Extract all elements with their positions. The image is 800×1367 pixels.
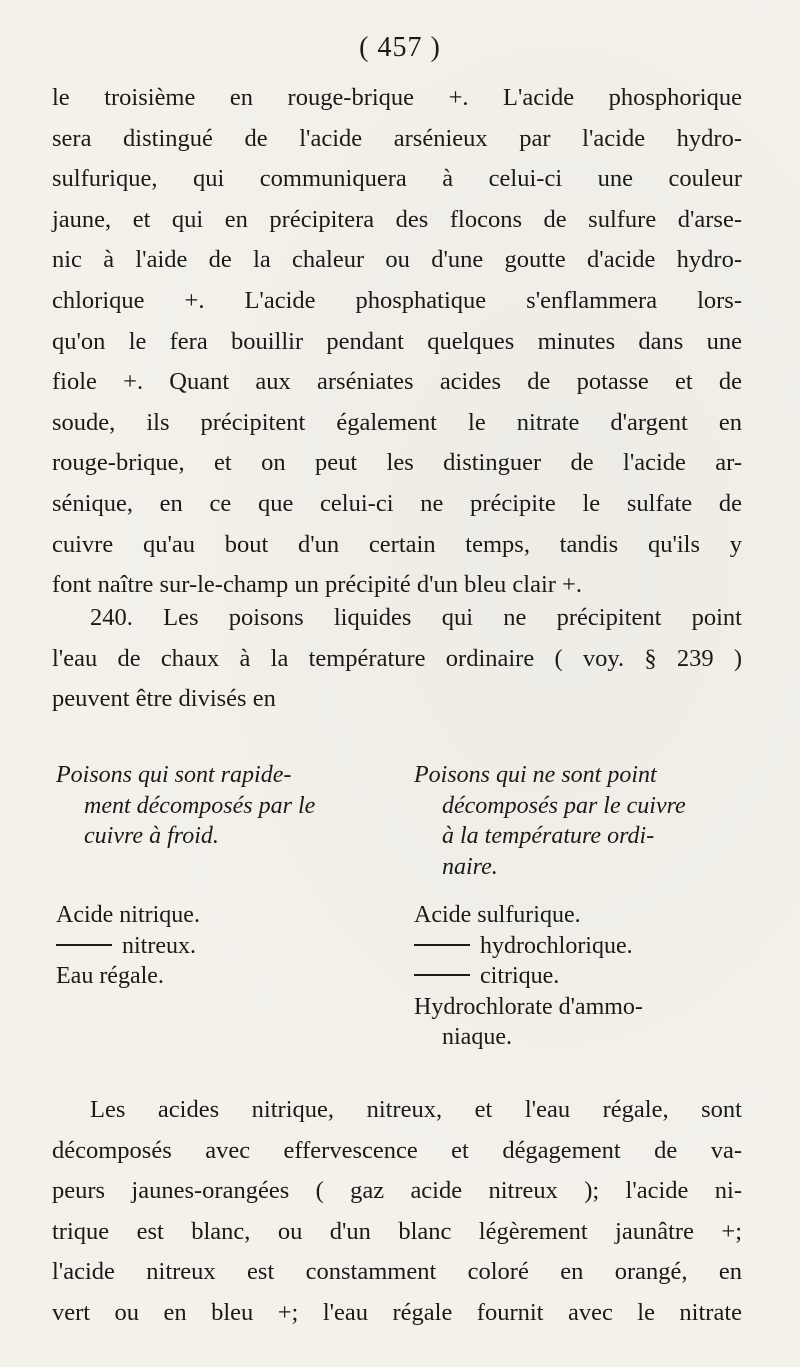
text-line: vert ou en bleu +; l'eau régale fournit avec le nitrate — [52, 1298, 742, 1326]
list-item: nitreux. — [122, 932, 196, 959]
list-item-ditto — [414, 931, 754, 962]
column-left-heading — [56, 760, 396, 852]
text-line: l'acide nitreux est constamment coloré en orangé, en — [52, 1258, 742, 1286]
text-line: décomposés avec effervescence et dégagement de va- — [52, 1136, 742, 1164]
page-number: ( 457 ) — [359, 32, 441, 63]
text-line: cuivre qu'au bout d'un certain temps, tandis qu'ils y — [52, 530, 742, 558]
heading-line: Poisons qui ne sont point — [414, 762, 657, 788]
heading-line: naire. — [442, 853, 498, 880]
text-line: 240. Les poisons liquides qui ne précipitent point — [90, 604, 742, 631]
text-line: jaune, et qui en précipitera des flocons de sulfure d'arse- — [52, 205, 742, 233]
list-item: hydrochlorique. — [480, 932, 633, 959]
text-line: le troisième en rouge-brique +. L'acide phosphorique — [52, 84, 742, 111]
text-line: l'eau de chaux à la température ordinaire ( voy. § 239 ) — [52, 644, 742, 672]
list-item-ditto — [414, 961, 754, 992]
text-line: Les acides nitrique, nitreux, et l'eau régale, sont — [90, 1096, 742, 1123]
list-item-ditto — [56, 931, 396, 962]
text-line: nic à l'aide de la chaleur ou d'une goutte d'acide hydro- — [52, 246, 742, 274]
text-line: soude, ils précipitent également le nitrate d'argent en — [52, 408, 742, 436]
paragraph-3 — [52, 1090, 742, 1334]
text-line: qu'on le fera bouillir pendant quelques minutes dans une — [52, 327, 742, 355]
heading-line: à la température ordi- — [442, 823, 655, 849]
list-item: Acide sulfurique. — [414, 902, 581, 928]
list-item: niaque. — [442, 1024, 512, 1050]
text-line: peuvent être divisés en — [52, 685, 276, 713]
column-left-list — [56, 900, 396, 992]
text-line: chlorique +. L'acide phosphatique s'enflammera lors- — [52, 286, 742, 314]
column-right — [414, 760, 754, 1050]
text-line: fiole +. Quant aux arséniates acides de potasse et de — [52, 368, 742, 396]
ditto-dash — [56, 944, 112, 946]
text-line: sénique, en ce que celui-ci ne précipite le sulfate de — [52, 489, 742, 517]
column-right-list — [414, 900, 754, 1053]
list-item: citrique. — [480, 963, 560, 989]
classification-columns — [56, 760, 746, 1070]
text-line: peurs jaunes-orangées ( gaz acide nitreux ); l'acide ni- — [52, 1177, 742, 1205]
text-line: font naître sur-le-champ un précipité d'un bleu clair +. — [52, 571, 583, 599]
heading-line: cuivre à froid. — [84, 823, 219, 849]
text-line: sera distingué de l'acide arsénieux par l'acide hydro- — [52, 124, 742, 152]
list-item: Eau régale. — [56, 963, 164, 989]
column-left — [56, 760, 396, 989]
heading-line: Poisons qui sont rapide- — [56, 762, 292, 788]
list-item: Acide nitrique. — [56, 902, 200, 928]
text-line: rouge-brique, et on peut les distinguer de l'acide ar- — [52, 449, 742, 477]
ditto-dash — [414, 974, 470, 976]
text-line: sulfurique, qui communiquera à celui-ci une couleur — [52, 165, 742, 193]
ditto-dash — [414, 944, 470, 946]
list-item: Hydrochlorate d'ammo- — [414, 993, 643, 1020]
column-right-heading — [414, 760, 754, 882]
paragraph-1 — [52, 78, 742, 606]
heading-line: décomposés par le cuivre — [442, 792, 686, 819]
heading-line: ment décomposés par le — [84, 792, 316, 819]
text-line: trique est blanc, ou d'un blanc légèrement jaunâtre +; — [52, 1217, 742, 1245]
paragraph-2 — [52, 598, 742, 720]
